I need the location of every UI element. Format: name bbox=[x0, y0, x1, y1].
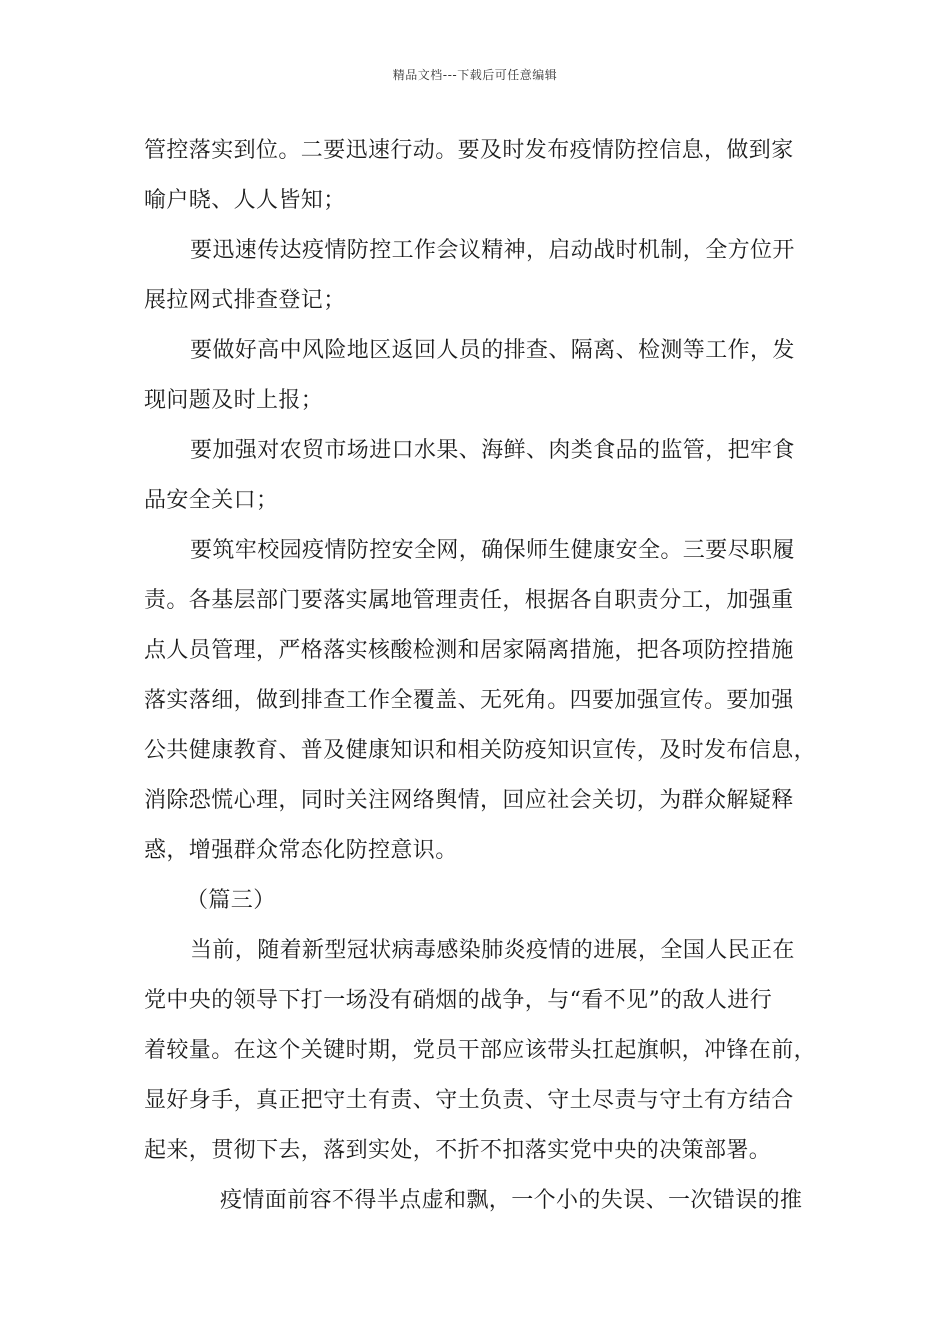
text-line: 管控落实到位。二要迅速行动。要及时发布疫情防控信息，做到家 bbox=[144, 138, 794, 163]
text-line: 喻户晓、人人皆知； bbox=[144, 188, 346, 213]
text-line: 消除恐慌心理，同时关注网络舆情，回应社会关切，为群众解疑释 bbox=[144, 788, 794, 813]
section-heading: （篇三） bbox=[186, 888, 276, 913]
text-line: 要筑牢校园疫情防控安全网，确保师生健康安全。三要尽职履 bbox=[190, 538, 795, 563]
text-line: 公共健康教育、普及健康知识和相关防疫知识宣传，及时发布信息， bbox=[144, 738, 817, 763]
text-line: 责。各基层部门要落实属地管理责任，根据各自职责分工，加强重 bbox=[144, 588, 794, 613]
text-line: 当前，随着新型冠状病毒感染肺炎疫情的进展，全国人民正在 bbox=[190, 938, 795, 963]
text-line: 显好身手，真正把守土有责、守土负责、守土尽责与守土有方结合 bbox=[144, 1088, 794, 1113]
text-line: 要迅速传达疫情防控工作会议精神，启动战时机制，全方位开 bbox=[190, 238, 795, 263]
text-line: 起来，贯彻下去，落到实处，不折不扣落实党中央的决策部署。 bbox=[144, 1138, 772, 1163]
text-line: 要加强对农贸市场进口水果、海鲜、肉类食品的监管，把牢食 bbox=[190, 438, 795, 463]
text-line: 要做好高中风险地区返回人员的排查、隔离、检测等工作，发 bbox=[190, 338, 795, 363]
text-line: 党中央的领导下打一场没有硝烟的战争，与“看不见”的敌人进行 bbox=[144, 988, 773, 1013]
text-line: 着较量。在这个关键时期，党员干部应该带头扛起旗帜，冲锋在前， bbox=[144, 1038, 817, 1063]
text-line: 现问题及时上报； bbox=[144, 388, 324, 413]
text-line: 落实落细，做到排查工作全覆盖、无死角。四要加强宣传。要加强 bbox=[144, 688, 794, 713]
text-line: 惑，增强群众常态化防控意识。 bbox=[144, 838, 458, 863]
text-line: 疫情面前容不得半点虚和飘，一个小的失误、一次错误的推 bbox=[220, 1188, 803, 1213]
text-line: 品安全关口； bbox=[144, 488, 279, 513]
body-text bbox=[144, 126, 830, 1226]
text-line: 点人员管理，严格落实核酸检测和居家隔离措施，把各项防控措施 bbox=[144, 638, 794, 663]
text-line: 展拉网式排查登记； bbox=[144, 288, 346, 313]
page-header: 精品文档---下载后可任意编辑 bbox=[392, 68, 558, 82]
